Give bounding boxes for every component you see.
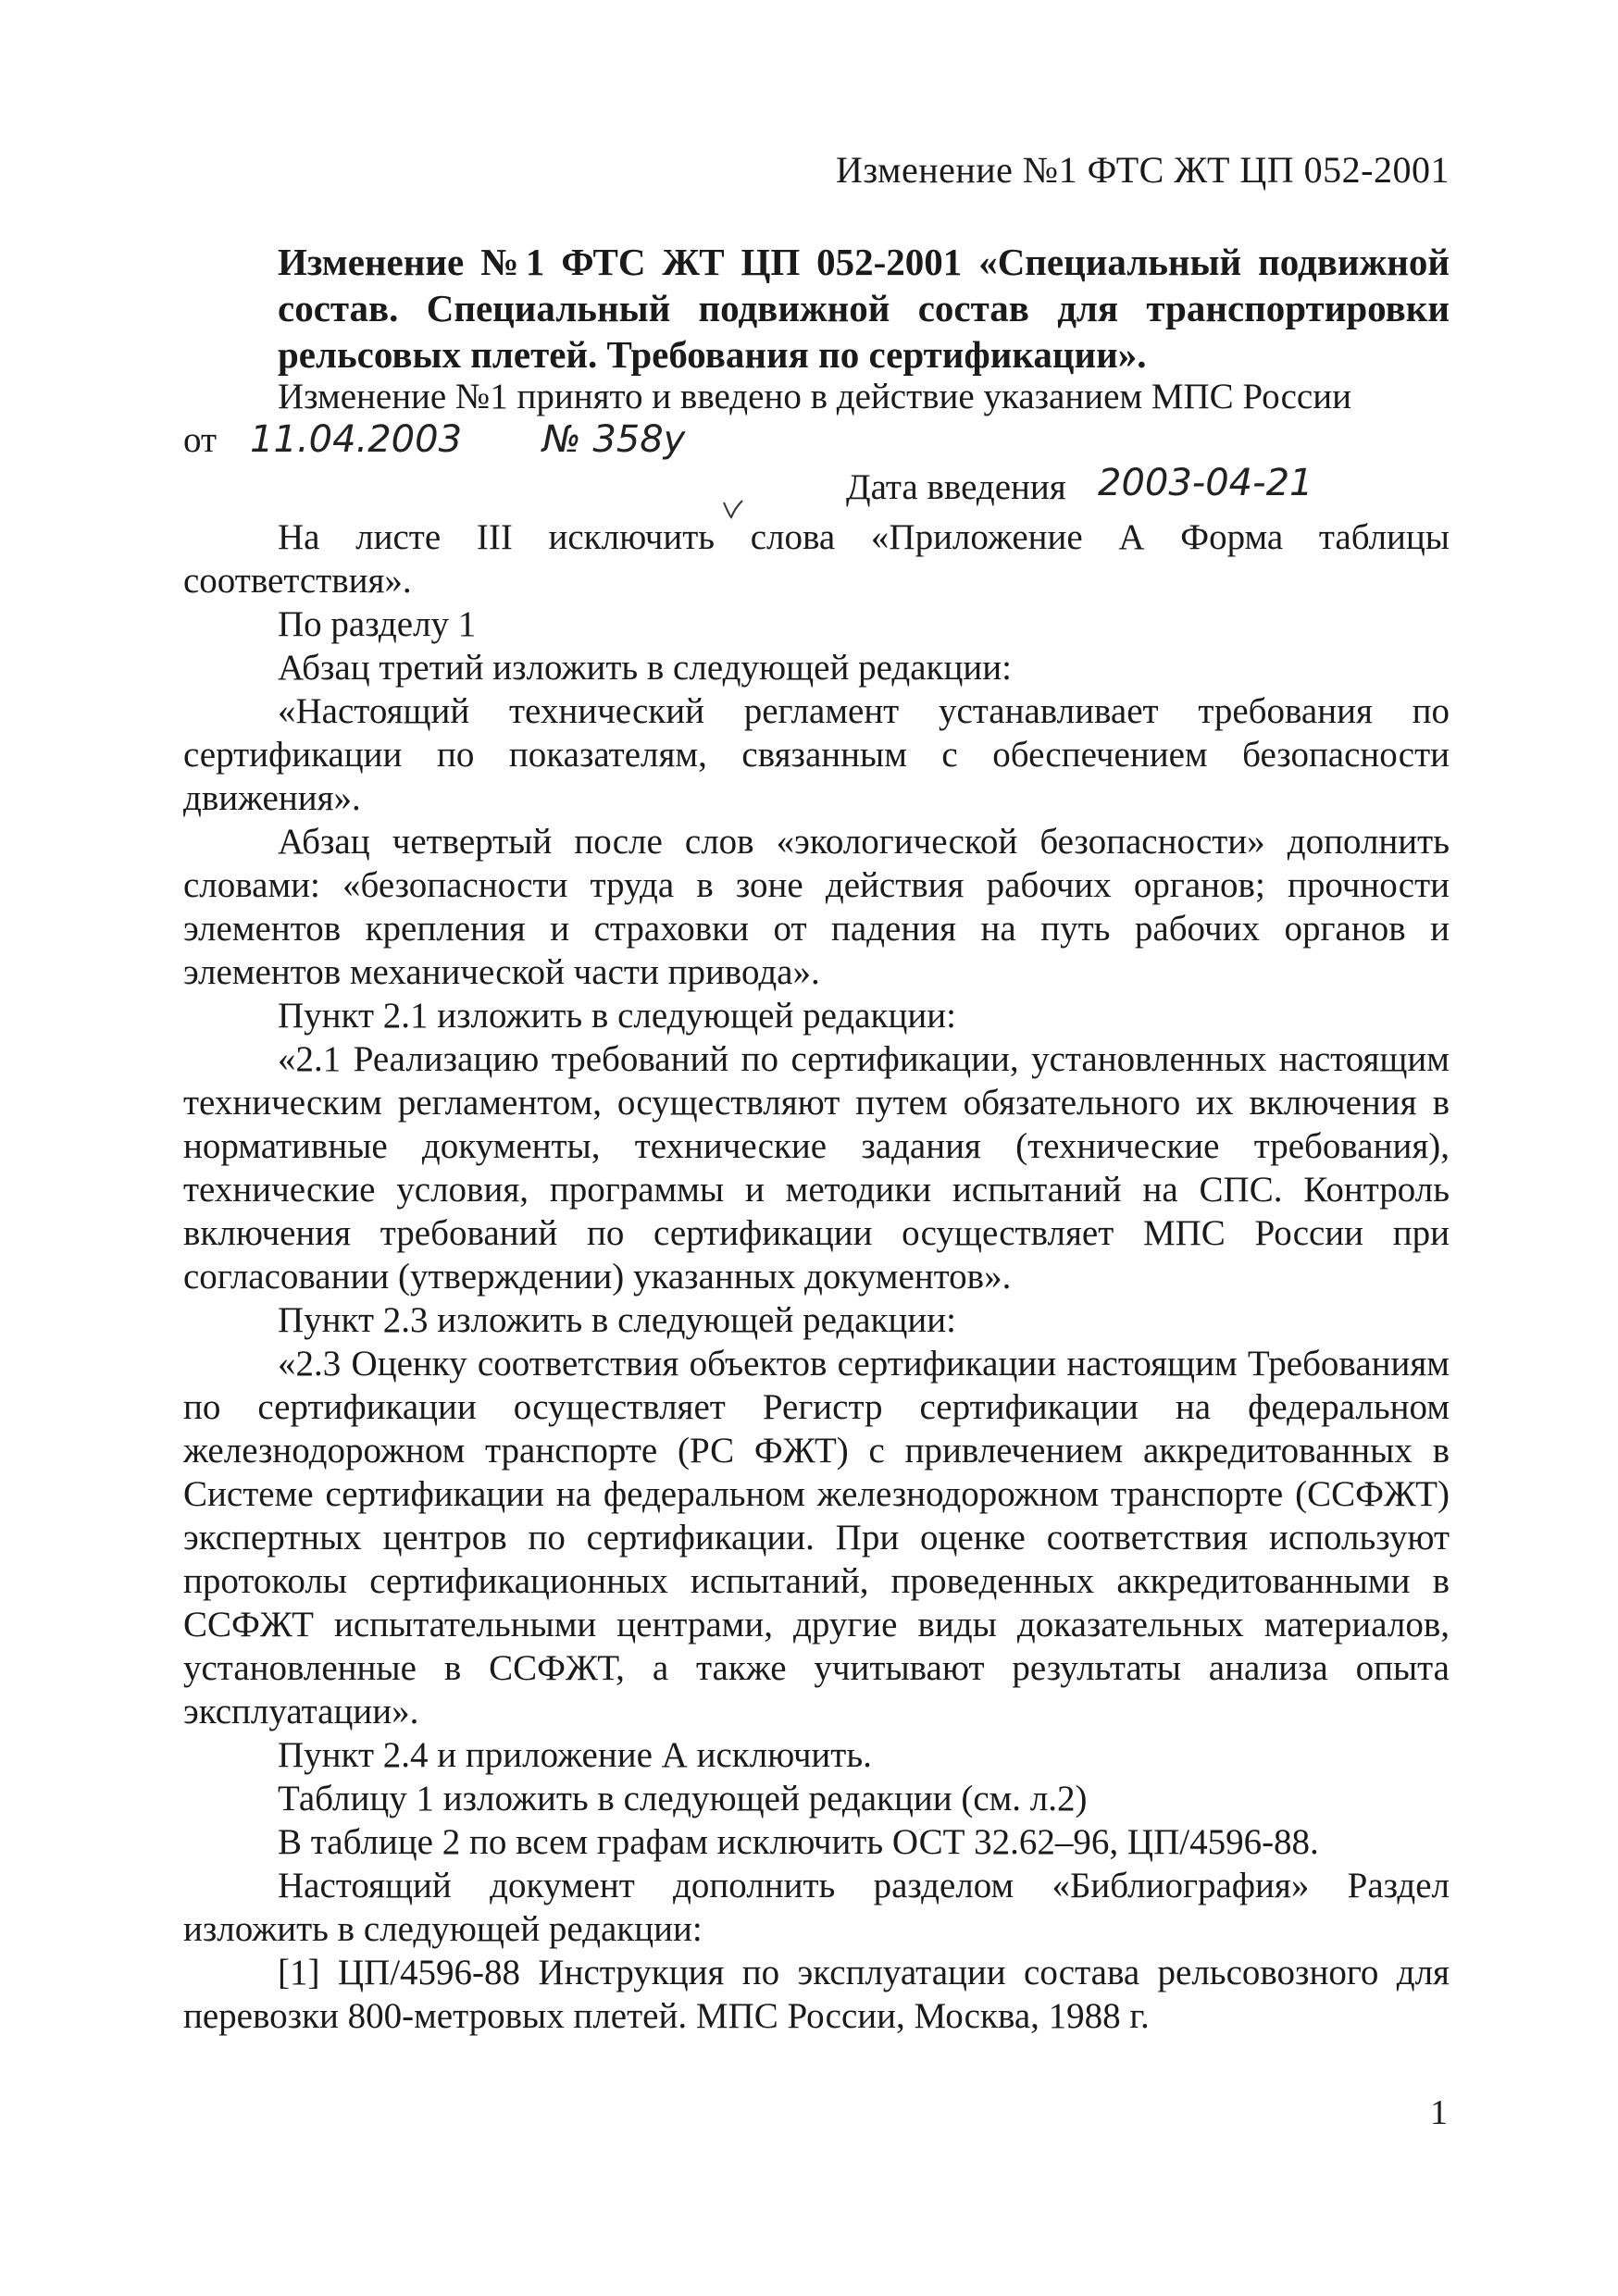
adopted-statement: Изменение №1 принято и введено в действие указанием МПС России [278,377,1351,416]
page-number: 1 [1430,2093,1448,2132]
paragraph: Пункт 2.3 изложить в следующей редакции: [278,1300,956,1340]
introduction-date-label: Дата введения [846,467,1066,507]
document-body [183,375,1450,2038]
paragraph: Пункт 2.4 и приложение А исключить. [278,1735,872,1775]
paragraph: Пункт 2.1 изложить в следующей редакции: [278,996,956,1036]
introduction-date-line [183,462,1450,515]
handwritten-date: 11.04.2003 [250,418,463,461]
handwritten-number: № 358у [542,418,686,461]
paragraph: «2.1 Реализацию требований по сертификации, установленных настоящим техническим регламентом, осуществляют путем обязательного их включения в нормативные документы, технические задания (технические требования), технические условия, программы и методики испытаний на СПС. Контроль включения требований по сертификации осуществляет МПС России при согласовании (утверждении) указанных документов». [183,1039,1450,1297]
paragraph: «Настоящий технический регламент устанавливает требования по сертификации по показателям, связанным с обеспечением безопасности движения». [183,691,1450,818]
paragraph: На листе III исключить слова «Приложение А Форма таблицы соответствия». [183,517,1450,601]
handwritten-tick-mark [722,499,744,519]
document-title: Изменение №1 ФТС ЖТ ЦП 052-2001 «Специальный подвижной состав. Специальный подвижной состав для транспортировки рельсовых плетей. Требования по сертификации». [278,241,1450,376]
handwritten-introduction-date: 2003-04-21 [1098,462,1313,504]
date-prefix: от [183,420,218,460]
paragraph: «2.3 Оценку соответствия объектов сертификации настоящим Требованиям по сертификации осуществляет Регистр сертификации на федеральном железнодорожном транспорте (РС ФЖТ) с привлечением аккредитованных в Системе сертификации на федеральном железнодорожном транспорте (ССФЖТ) экспертных центров по сертификации. При оценке соответствия используют протоколы сертификационных испытаний, проведенных аккредитованными в ССФЖТ испытательными центрами, другие виды доказательных материалов, установленные в ССФЖТ, а также учитывают результаты анализа опыта эксплуатации». [183,1344,1450,1731]
paragraph: Абзац четвертый после слов «экологической безопасности» дополнить словами: «безопасности труда в зоне действия рабочих органов; прочности элементов крепления и страховки от падения на путь рабочих органов и элементов механической части привода». [183,822,1450,992]
paragraph: Таблицу 1 изложить в следующей редакции (см. л.2) [278,1779,1088,1818]
bibliography-entry: [1] ЦП/4596-88 Инструкция по эксплуатации состава рельсовозного для перевозки 800-метровых плетей. МПС России, Москва, 1988 г. [183,1953,1450,2036]
adopted-date-line [183,418,1450,462]
document-header: Изменение №1 ФТС ЖТ ЦП 052-2001 [836,149,1450,191]
paragraph: В таблице 2 по всем графам исключить ОСТ 32.62–96, ЦП/4596-88. [278,1822,1319,1862]
paragraph: Абзац третий изложить в следующей редакции: [278,648,1012,688]
paragraph: По разделу 1 [278,604,477,644]
paragraph: Настоящий документ дополнить разделом «Библиография» Раздел изложить в следующей редакции: [183,1866,1450,1949]
